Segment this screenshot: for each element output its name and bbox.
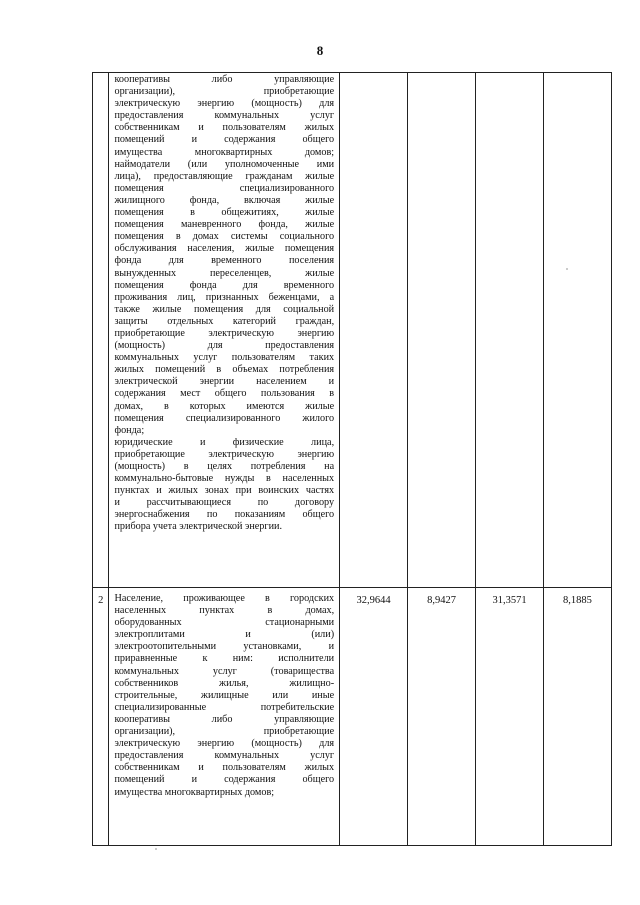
description-line: фонда; (114, 424, 145, 436)
description-line: электрическую энергию (мощность) для (114, 738, 335, 750)
tariff-table (92, 72, 612, 846)
description-line: защиты отдельных категорий граждан, (114, 315, 335, 327)
scan-speck (155, 848, 157, 850)
description-line: проживания лиц, признанных беженцами, а (114, 291, 335, 303)
description-line: кооперативы либо управляющие (114, 74, 335, 85)
description-cell (109, 588, 340, 846)
description-line: собственников жилья, жилищно- (114, 677, 335, 689)
description-line: энергоснабжения по показаниям общего (114, 509, 335, 521)
description-line: строительные, жилищные или иные (114, 689, 335, 701)
value-cell (340, 73, 408, 588)
page-number: 8 (316, 43, 324, 58)
description-line: электрической энергии населением и (114, 376, 335, 388)
row-number-cell: 2 (93, 588, 109, 846)
description-line: предоставления коммунальных услуг (114, 110, 335, 122)
value-cell (476, 73, 544, 588)
description-line: приобретающие электрическую энергию (114, 327, 335, 339)
description-line: обслуживания населения, жилые помещения (114, 243, 335, 255)
description-line: предоставления коммунальных услуг (114, 750, 335, 762)
description-line: коммунально-бытовые нужды в населенных (114, 473, 335, 485)
description-line: кооперативы либо управляющие (114, 713, 335, 725)
description-line: прибора учета электрической энергии. (114, 521, 283, 533)
value-cell: 8,1885 (543, 588, 611, 846)
scan-speck (566, 268, 568, 270)
description-line: приобретающие электрическую энергию (114, 448, 335, 460)
description-line: электроплитами и (или) (114, 629, 335, 641)
description-line: лица), предоставляющие гражданам жилые (114, 170, 335, 182)
value-cell (543, 73, 611, 588)
description-line: собственникам и пользователям жилых (114, 762, 335, 774)
description-line: имущества многоквартирных домов; (114, 786, 275, 798)
table-row (93, 588, 612, 846)
description-line: и рассчитывающиеся по договору (114, 497, 335, 509)
description-line: оборудованных стационарными (114, 617, 335, 629)
description-line: юридические и физические лица, (114, 436, 335, 448)
row-number-cell (93, 73, 109, 588)
description-line: организации), приобретающие (114, 726, 335, 738)
description-line: фонда для временного поселения (114, 255, 335, 267)
value-cell (408, 73, 476, 588)
description-line: помещения специализированного жилого (114, 412, 335, 424)
description-line: (мощность) в целях потребления на (114, 461, 335, 472)
description-line: организации), приобретающие (114, 86, 335, 98)
description-line: помещения в общежитиях, жилые (114, 207, 335, 219)
value-cell: 31,3571 (476, 588, 544, 846)
description-line: (мощность) для предоставления (114, 340, 335, 352)
description-line: помещения маневренного фонда, жилые (114, 219, 335, 231)
description-line: помещения в домах системы социального (114, 231, 335, 243)
description-line: электроотопительными установками, и (114, 641, 335, 653)
description-line: Население, проживающее в городских (114, 593, 335, 604)
value-cell: 8,9427 (408, 588, 476, 846)
description-line: вынужденных переселенцев, жилые (114, 267, 335, 279)
description-line: домах, в которых имеются жилые (114, 400, 335, 412)
description-line: жилых помещений в объемах потребления (114, 364, 335, 376)
description-line: содержания мест общего пользования в (114, 388, 335, 400)
description-line: электрическую энергию (мощность) для (114, 98, 335, 110)
description-line: специализированные потребительские (114, 701, 335, 713)
description-line: наймодатели (или уполномоченные ими (114, 158, 335, 170)
description-line: жилищного фонда, включая жилые (114, 194, 335, 206)
description-line: коммунальных услуг (товарищества (114, 665, 335, 677)
value-cell: 32,9644 (340, 588, 408, 846)
description-line: имущества многоквартирных домов; (114, 146, 335, 158)
description-line: приравненные к ним: исполнители (114, 653, 335, 665)
description-line: собственникам и пользователям жилых (114, 122, 335, 134)
description-cell (109, 73, 340, 588)
description-line: также жилые помещения для социальной (114, 303, 335, 315)
description-line: помещения специализированного (114, 182, 335, 194)
table-row (93, 73, 612, 588)
description-line: коммунальных услуг пользователям таких (114, 352, 335, 364)
description-line: помещения фонда для временного (114, 279, 335, 291)
description-line: населенных пунктах в домах, (114, 605, 335, 617)
description-line: пунктах и жилых зонах при воинских частях (114, 485, 335, 497)
description-line: помещений и содержания общего (114, 134, 335, 146)
description-line: помещений и содержания общего (114, 774, 335, 786)
